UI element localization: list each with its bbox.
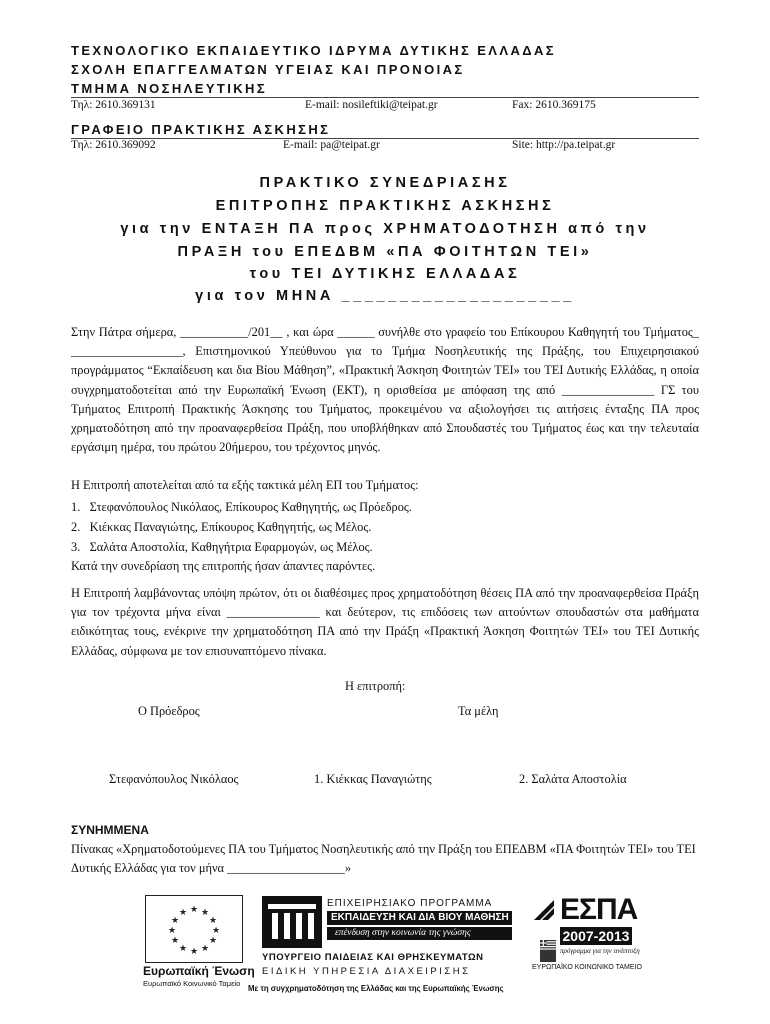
members-label: Τα μέλη: [458, 704, 499, 718]
eu-fund: Ευρωπαϊκό Κοινωνικό Ταμείο: [143, 979, 241, 988]
eu-stars-icon: [146, 896, 242, 962]
op-motto-bar: [327, 927, 512, 940]
doc-title-line6: για τον ΜΗΝΑ ____________________: [195, 288, 575, 304]
member-item: 3. Σαλάτα Αποστολία, Καθηγήτρια Εφαρμογών, ως Μέλος.: [71, 540, 373, 554]
member-item: 1. Στεφανόπουλος Νικόλαος, Επίκουρος Καθηγητής, ως Πρόεδρος.: [71, 500, 412, 514]
department-fax: Fax: 2610.369175: [512, 99, 596, 111]
greek-flag-icon: [540, 938, 556, 949]
op-emblem-icon: [262, 896, 322, 948]
office-phone: Τηλ: 2610.369092: [71, 139, 156, 151]
eu-flag-logo: [145, 895, 243, 963]
office-email: E-mail: pa@teipat.gr: [283, 139, 380, 151]
doc-title-line5: του ΤΕΙ ΔΥΤΙΚΗΣ ΕΛΛΑΔΑΣ: [249, 266, 521, 282]
doc-title-line3: για την ΕΝΤΑΞΗ ΠΑ προς ΧΡΗΜΑΤΟΔΟΤΗΣΗ από την: [120, 221, 650, 237]
header-divider: [71, 97, 699, 98]
office-name: ΓΡΑΦΕΙΟ ΠΡΑΚΤΙΚΗΣ ΑΣΚΗΣΗΣ: [71, 122, 331, 137]
doc-title-line2: ΕΠΙΤΡΟΠΗΣ ΠΡΑΚΤΙΚΗΣ ΑΣΚΗΣΗΣ: [215, 198, 555, 214]
svg-text:★: ★: [170, 916, 180, 926]
footer-logos: [0, 880, 770, 1000]
office-site: Site: http://pa.teipat.gr: [512, 139, 616, 151]
department-phone: Τηλ: 2610.369131: [71, 99, 156, 111]
chair-label: Ο Πρόεδρος: [138, 704, 200, 718]
committee-label: Η επιτροπή:: [345, 679, 406, 693]
chair-name: Στεφανόπουλος Νικόλαος: [109, 772, 239, 786]
svg-text:★: ★: [170, 936, 180, 946]
svg-text:★: ★: [167, 926, 177, 936]
service-name: ΕΙΔΙΚΗ ΥΠΗΡΕΣΙΑ ΔΙΑΧΕΙΡΙΣΗΣ: [262, 966, 471, 977]
decision-paragraph: Η Επιτροπή λαμβάνοντας υπόψη πρώτον, ότι οι διαθέσιμες προς χρηματοδότηση θέσεις ΠΑ από την προαναφερθείσα Πράξη για τον τρέχοντα μήνα είναι _______________ και δεύτερον, τις επιδόσεις των αιτούντων σπουδαστών στα μαθήματα ειδικότητας τους, ενέκρινε την χρηματοδότηση ΠΑ από την Πράξη «Πρακτική Άσκηση Φοιτητών ΤΕΙ» του ΤΕΙ Δυτικής Ελλάδας, σύμφωνα με τον επισυναπτόμενο πίνακα.: [71, 586, 699, 658]
department-name: ΤΜΗΜΑ ΝΟΣΗΛΕΥΤΙΚΗΣ: [71, 81, 268, 96]
eu-mini-flag-icon: [540, 951, 556, 962]
member-item: 2. Κιέκκας Παναγιώτης, Επίκουρος Καθηγητής, ως Μέλος.: [71, 520, 372, 534]
ministry-name: ΥΠΟΥΡΓΕΙΟ ΠΑΙΔΕΙΑΣ ΚΑΙ ΘΡΗΣΚΕΥΜΑΤΩΝ: [262, 952, 484, 963]
cofinance-note: Με τη συγχρηματοδότηση της Ελλάδας και της Ευρωπαϊκής Ένωσης: [248, 984, 504, 993]
doc-title-line1: ΠΡΑΚΤΙΚΟ ΣΥΝΕΔΡΙΑΣΗΣ: [259, 175, 511, 191]
attachments-heading: ΣΥΝΗΜΜΕΝΑ: [71, 823, 149, 837]
espa-fund: ΕΥΡΩΠΑΪΚΟ ΚΟΙΝΩΝΙΚΟ ΤΑΜΕΙΟ: [532, 964, 642, 971]
institution-name: ΤΕΧΝΟΛΟΓΙΚΟ ΕΚΠΑΙΔΕΥΤΙΚΟ ΙΔΡΥΜΑ ΔΥΤΙΚΗΣ ΕΛΛΑΔΑΣ: [71, 43, 556, 58]
meeting-paragraph: Στην Πάτρα σήμερα, ___________/201__ , και ώρα ______ συνήλθε στο γραφείο του Επίκουρου Καθηγητή του Τμήματος_ __________________, Επιστημονικού Υπεύθυνου για το Τμήμα Νοσηλευτικής της Πράξης, του Επιχειρησιακού προγράμματος “Εκπαίδευση και δια Βίου Μάθηση”, «Πρακτική Άσκηση Φοιτητών ΤΕΙ» του ΤΕΙ Δυτικής Ελλάδας, η οποία συγχρηματοδοτείται από την Ευρωπαϊκή Ένωση (ΕΚΤ), η ορισθείσα με απόφαση της από _______________ ΓΣ του Τμήματος Επιτροπή Πρακτικής Άσκησης του Τμήματος, προκειμένου να αξιολογήσει τις αιτήσεις ένταξης ΠΑ προς χρηματοδότηση από την προαναφερθείσα Πράξη, που υποβλήθηκαν από Σπουδαστές του Τμήματος έως και την τελευταία εργάσιμη ημέρα, του πρώτου 20ήμερου, του τρέχοντος μηνός.: [71, 325, 699, 455]
op-line1: ΕΠΙΧΕΙΡΗΣΙΑΚΟ ΠΡΟΓΡΑΜΜΑ: [327, 898, 493, 909]
attendance-note: Κατά την συνεδρίαση της επιτροπής ήσαν άπαντες παρόντες.: [71, 559, 376, 573]
department-email: E-mail: nosileftiki@teipat.gr: [305, 99, 438, 111]
espa-years: 2007-2013: [560, 927, 632, 945]
espa-tagline: πρόγραμμα για την ανάπτυξη: [560, 947, 640, 955]
svg-text:★: ★: [189, 905, 199, 915]
svg-text:★: ★: [211, 926, 221, 936]
attachments-text: Πίνακας «Χρηματοδοτούμενες ΠΑ του Τμήματος Νοσηλευτικής από την Πράξη του ΕΠΕΔΒΜ «ΠΑ Φοιτητών ΤΕΙ» του ΤΕΙ Δυτικής Ελλάδας για τον μήνα ___________________»: [71, 842, 696, 876]
eu-name: Ευρωπαϊκή Ένωση: [143, 964, 255, 978]
svg-text:★: ★: [208, 916, 218, 926]
member1-name: 1. Κιέκκας Παναγιώτης: [314, 772, 432, 786]
espa-mark-icon: [532, 898, 556, 922]
svg-text:★: ★: [189, 947, 199, 957]
member2-name: 2. Σαλάτα Αποστολία: [519, 772, 627, 786]
op-line2-bar: [327, 911, 512, 925]
op-line2: ΕΚΠΑΙΔΕΥΣΗ ΚΑΙ ΔΙΑ ΒΙΟΥ ΜΑΘΗΣΗ: [331, 912, 509, 923]
committee-intro: Η Επιτροπή αποτελείται από τα εξής τακτικά μέλη ΕΠ του Τμήματος:: [71, 478, 419, 492]
svg-text:★: ★: [208, 936, 218, 946]
svg-text:★: ★: [178, 908, 188, 918]
espa-title: ΕΣΠΑ: [560, 893, 638, 926]
svg-text:★: ★: [178, 944, 188, 954]
doc-title-line4: ΠΡΑΞΗ του ΕΠΕΔΒΜ «ΠΑ ΦΟΙΤΗΤΩΝ ΤΕΙ»: [177, 244, 593, 260]
op-motto: επένδυση στην κοινωνία της γνώσης: [335, 928, 471, 938]
svg-text:★: ★: [200, 908, 210, 918]
svg-text:★: ★: [200, 944, 210, 954]
school-name: ΣΧΟΛΗ ΕΠΑΓΓΕΛΜΑΤΩΝ ΥΓΕΙΑΣ ΚΑΙ ΠΡΟΝΟΙΑΣ: [71, 62, 465, 77]
